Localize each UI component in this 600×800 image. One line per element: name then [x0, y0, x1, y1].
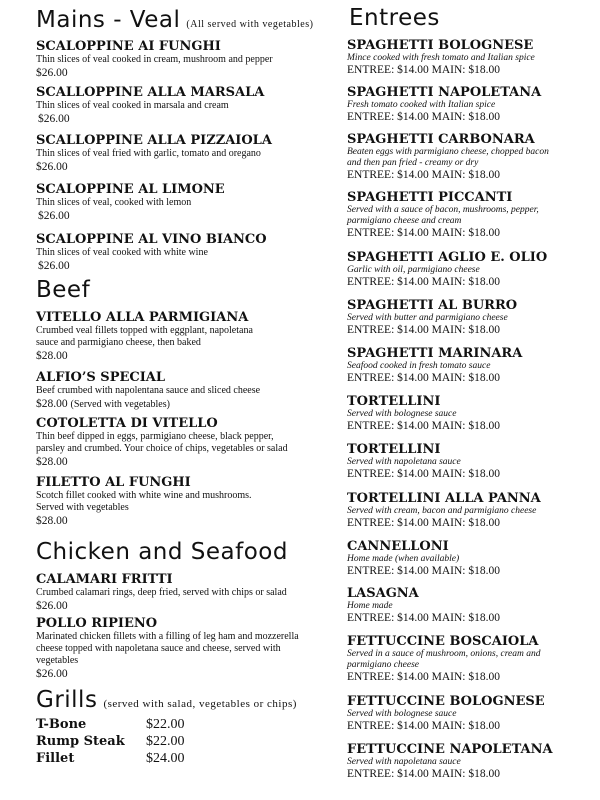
item-prices: ENTREE: $14.00 MAIN: $18.00	[347, 227, 501, 239]
entree-item-1	[347, 38, 592, 77]
item-description: Crumbed veal fillets topped with eggplant, napoletana sauce and parmigiano cheese, then baked	[36, 325, 253, 348]
item-price: $26.00	[38, 210, 70, 222]
item-description: Thin slices of veal cooked in marsala and cream	[36, 100, 229, 111]
entree-item-12	[347, 586, 592, 625]
item-prices: ENTREE: $14.00 MAIN: $18.00	[347, 468, 501, 480]
chicken-item-2	[36, 616, 336, 681]
veal-item-5	[36, 232, 336, 273]
entree-item-5	[347, 250, 592, 289]
grills-section-note: (served with salad, vegetables or chips)	[103, 698, 297, 710]
item-price: $28.00	[36, 456, 68, 468]
item-price: $28.00	[36, 398, 68, 410]
item-price: $28.00	[36, 515, 68, 527]
item-prices: ENTREE: $14.00 MAIN: $18.00	[347, 612, 501, 624]
item-description: Home made	[347, 601, 393, 611]
item-prices: ENTREE: $14.00 MAIN: $18.00	[347, 324, 501, 336]
item-description: Served with bolognese sauce	[347, 409, 457, 419]
item-price-note: (Served with vegetables)	[70, 399, 170, 410]
item-name: FETTUCCINE BOLOGNESE	[347, 694, 545, 709]
chicken-section-title: Chicken and Seafood	[36, 539, 288, 565]
item-name: SCALOPPINE AL LIMONE	[36, 182, 225, 197]
item-prices: ENTREE: $14.00 MAIN: $18.00	[347, 720, 501, 732]
item-description: Marinated chicken fillets with a filling of leg ham and mozzerella cheese topped with napoletana sauce and cheese, served with vegetables	[36, 631, 299, 666]
item-prices: ENTREE: $14.00 MAIN: $18.00	[347, 671, 501, 683]
item-description: Served with a sauce of bacon, mushrooms, pepper, parmigiano cheese and cream	[347, 205, 539, 226]
grills-section-header	[36, 686, 336, 718]
item-prices: ENTREE: $14.00 MAIN: $18.00	[347, 64, 501, 76]
entree-item-13	[347, 634, 592, 684]
item-name: CANNELLONI	[347, 539, 449, 554]
item-description: Served with butter and parmigiano cheese	[347, 313, 508, 323]
entrees-section-title: Entrees	[349, 5, 440, 31]
grill-name: Rump Steak	[36, 734, 125, 749]
item-prices: ENTREE: $14.00 MAIN: $18.00	[347, 768, 501, 780]
grill-row	[36, 716, 336, 733]
item-prices: ENTREE: $14.00 MAIN: $18.00	[347, 111, 501, 123]
item-name: ALFIO’S SPECIAL	[36, 370, 166, 385]
entree-item-11	[347, 539, 592, 578]
item-name: SPAGHETTI PICCANTI	[347, 190, 513, 205]
item-prices: ENTREE: $14.00 MAIN: $18.00	[347, 276, 501, 288]
entree-item-6	[347, 298, 592, 337]
item-description: Served with napoletana sauce	[347, 457, 461, 467]
item-name: SCALLOPPINE ALLA PIZZAIOLA	[36, 133, 272, 148]
grills-section	[36, 686, 336, 718]
grills-section-title: Grills	[36, 687, 98, 713]
item-prices: ENTREE: $14.00 MAIN: $18.00	[347, 565, 501, 577]
veal-section	[36, 6, 336, 39]
item-price: $26.00	[36, 161, 68, 173]
item-price-line	[36, 397, 336, 411]
grill-name: T-Bone	[36, 717, 87, 732]
item-prices: ENTREE: $14.00 MAIN: $18.00	[347, 169, 501, 181]
grill-row	[36, 733, 336, 750]
item-name: SPAGHETTI NAPOLETANA	[347, 85, 542, 100]
item-prices: ENTREE: $14.00 MAIN: $18.00	[347, 372, 501, 384]
grill-name: Fillet	[36, 751, 75, 766]
item-name: LASAGNA	[347, 586, 419, 601]
entree-item-7	[347, 346, 592, 385]
item-description: Thin slices of veal fried with garlic, tomato and oregano	[36, 148, 261, 159]
grill-row	[36, 750, 336, 767]
item-name: SPAGHETTI MARINARA	[347, 346, 523, 361]
entree-item-10	[347, 491, 592, 530]
item-description: Served with cream, bacon and parmigiano cheese	[347, 506, 537, 516]
entree-item-8	[347, 394, 592, 433]
item-description: Fresh tomato cooked with Italian spice	[347, 100, 496, 110]
beef-item-3	[36, 416, 336, 469]
item-name: SPAGHETTI CARBONARA	[347, 132, 535, 147]
item-name: VITELLO ALLA PARMIGIANA	[36, 310, 249, 325]
item-description: Beaten eggs with parmigiano cheese, chopped bacon and then pan fried - creamy or dry	[347, 147, 549, 168]
grill-price: $22.00	[146, 717, 185, 732]
entree-item-15	[347, 742, 592, 781]
entree-item-14	[347, 694, 592, 733]
chicken-item-1	[36, 572, 336, 613]
item-prices: ENTREE: $14.00 MAIN: $18.00	[347, 517, 501, 529]
item-price: $26.00	[36, 668, 68, 680]
item-name: FILETTO AL FUNGHI	[36, 475, 191, 490]
veal-item-4	[36, 182, 336, 223]
item-description: Beef crumbed with napolentana sauce and sliced cheese	[36, 385, 261, 396]
item-name: TORTELLINI	[347, 442, 441, 457]
item-name: SPAGHETTI AL BURRO	[347, 298, 518, 313]
veal-section-header	[36, 6, 336, 39]
item-description: Thin slices of veal cooked in cream, mushroom and pepper	[36, 54, 273, 65]
item-name: TORTELLINI	[347, 394, 441, 409]
item-name: SPAGHETTI BOLOGNESE	[347, 38, 534, 53]
beef-item-4	[36, 475, 336, 528]
item-description: Seafood cooked in fresh tomato sauce	[347, 361, 491, 371]
item-price: $28.00	[36, 350, 68, 362]
grill-price: $22.00	[146, 734, 185, 749]
item-description: Home made (when available)	[347, 554, 460, 564]
item-name: SPAGHETTI AGLIO E. OLIO	[347, 250, 548, 265]
item-price: $26.00	[36, 600, 68, 612]
item-description: Served with bolognese sauce	[347, 709, 457, 719]
item-description: Thin beef dipped in eggs, parmigiano cheese, black pepper, parsley and crumbed. Your choice of chips, vegetables or salad	[36, 431, 288, 454]
veal-section-title: Mains - Veal	[36, 7, 181, 33]
item-description: Garlic with oil, parmigiano cheese	[347, 265, 480, 275]
item-name: COTOLETTA DI VITELLO	[36, 416, 218, 431]
item-name: SCALOPPINE AI FUNGHI	[36, 39, 221, 54]
beef-item-2	[36, 370, 336, 411]
item-price: $26.00	[38, 113, 70, 125]
item-description: Thin slices of veal, cooked with lemon	[36, 197, 192, 208]
entree-item-4	[347, 190, 592, 240]
item-prices: ENTREE: $14.00 MAIN: $18.00	[347, 420, 501, 432]
item-name: FETTUCCINE NAPOLETANA	[347, 742, 553, 757]
item-description: Mince cooked with fresh tomato and Italian spice	[347, 53, 535, 63]
item-name: CALAMARI FRITTI	[36, 572, 173, 587]
item-name: SCALOPPINE AL VINO BIANCO	[36, 232, 267, 247]
item-description: Crumbed calamari rings, deep fried, served with chips or salad	[36, 587, 287, 598]
beef-item-1	[36, 310, 336, 363]
veal-item-3	[36, 133, 336, 174]
item-description: Scotch fillet cooked with white wine and mushrooms. Served with vegetables	[36, 490, 252, 513]
item-name: TORTELLINI ALLA PANNA	[347, 491, 541, 506]
item-name: SCALLOPPINE ALLA MARSALA	[36, 85, 265, 100]
item-description: Served with napoletana sauce	[347, 757, 461, 767]
item-description: Served in a sauce of mushroom, onions, cream and parmigiano cheese	[347, 649, 541, 670]
veal-item-2	[36, 85, 336, 126]
entree-item-9	[347, 442, 592, 481]
grills-list	[36, 716, 336, 767]
item-name: FETTUCCINE BOSCAIOLA	[347, 634, 539, 649]
entree-item-3	[347, 132, 592, 182]
item-price: $26.00	[36, 67, 68, 79]
item-name: POLLO RIPIENO	[36, 616, 158, 631]
item-price: $26.00	[38, 260, 70, 272]
veal-item-1	[36, 39, 336, 80]
entree-item-2	[347, 85, 592, 124]
veal-section-note: (All served with vegetables)	[186, 19, 314, 30]
item-description: Thin slices of veal cooked with white wine	[36, 247, 208, 258]
grill-price: $24.00	[146, 751, 185, 766]
beef-section-title: Beef	[36, 277, 91, 303]
